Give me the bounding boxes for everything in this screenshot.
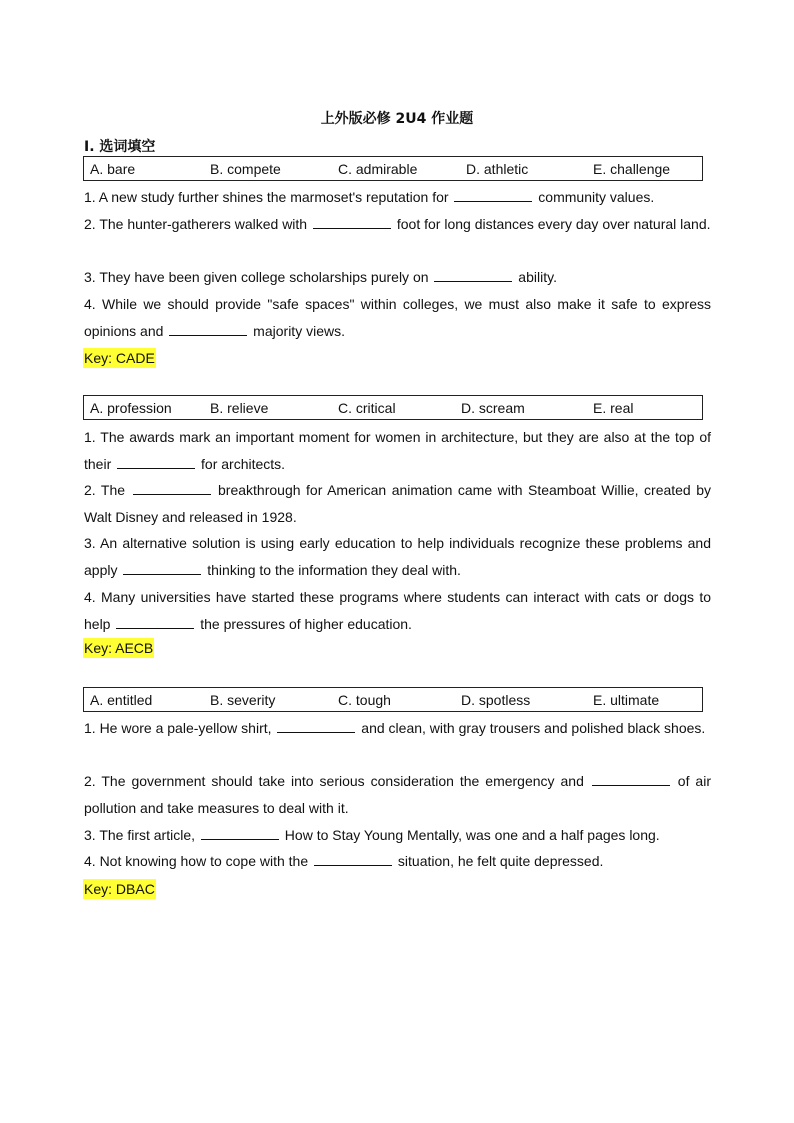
option: C. admirable	[338, 161, 418, 177]
option: D. scream	[461, 400, 525, 416]
word-bank-1	[83, 156, 703, 181]
option: A. entitled	[90, 692, 153, 708]
question-1-3: 3. They have been given college scholarships purely on ability.	[84, 269, 557, 285]
answer-blank	[454, 189, 532, 202]
question-3-4: 4. Not knowing how to cope with the situation, he felt quite depressed.	[84, 853, 604, 869]
option: E. ultimate	[593, 692, 660, 708]
section-heading: I. 选词填空	[84, 139, 156, 155]
option: D. spotless	[461, 692, 531, 708]
question-2-4: 4. Many universities have started these programs where students can interact with cats or dogs to help the pressures of higher education.	[84, 589, 711, 632]
answer-blank	[434, 269, 512, 282]
option: D. athletic	[466, 161, 529, 177]
question-2-1: 1. The awards mark an important moment for women in architecture, but they are also at the top of their for architects.	[84, 429, 711, 472]
question-2-3: 3. An alternative solution is using early education to help individuals recognize these problems and apply thinking to the information they deal with.	[84, 535, 711, 578]
option: A. profession	[90, 400, 172, 416]
word-bank-2	[83, 395, 703, 420]
question-1-2: 2. The hunter-gatherers walked with foot for long distances every day over natural land.	[84, 216, 711, 232]
option: A. bare	[90, 161, 136, 177]
question-2-2: 2. The breakthrough for American animation came with Steamboat Willie, created by Walt Disney and released in 1928.	[84, 482, 711, 525]
answer-key-2: Key: AECB	[84, 640, 154, 656]
answer-blank	[201, 827, 279, 840]
answer-blank	[169, 323, 247, 336]
answer-blank	[313, 216, 391, 229]
answer-blank	[133, 482, 211, 495]
answer-blank	[116, 616, 194, 629]
answer-blank	[592, 773, 670, 786]
option: C. critical	[338, 400, 396, 416]
question-1-1: 1. A new study further shines the marmoset's reputation for community values.	[84, 189, 655, 205]
word-bank-3	[83, 687, 703, 712]
option: B. severity	[210, 692, 276, 708]
answer-key-1: Key: CADE	[84, 350, 155, 366]
option: C. tough	[338, 692, 391, 708]
answer-blank	[314, 853, 392, 866]
answer-blank	[123, 562, 201, 575]
question-1-4: 4. While we should provide "safe spaces" within colleges, we must also make it safe to express opinions and majority views.	[84, 296, 711, 339]
page-title: 上外版必修 2U4 作业题	[320, 111, 474, 127]
question-3-1: 1. He wore a pale-yellow shirt, and clean, with gray trousers and polished black shoes.	[84, 720, 706, 736]
answer-blank	[117, 456, 195, 469]
option: E. challenge	[593, 161, 671, 177]
answer-blank	[277, 720, 355, 733]
question-3-3: 3. The first article, How to Stay Young Mentally, was one and a half pages long.	[84, 827, 660, 843]
option: E. real	[593, 400, 634, 416]
answer-key-3: Key: DBAC	[84, 881, 155, 897]
option: B. relieve	[210, 400, 269, 416]
question-3-2: 2. The government should take into serious consideration the emergency and of air pollution and take measures to deal with it.	[84, 773, 711, 816]
option: B. compete	[210, 161, 281, 177]
